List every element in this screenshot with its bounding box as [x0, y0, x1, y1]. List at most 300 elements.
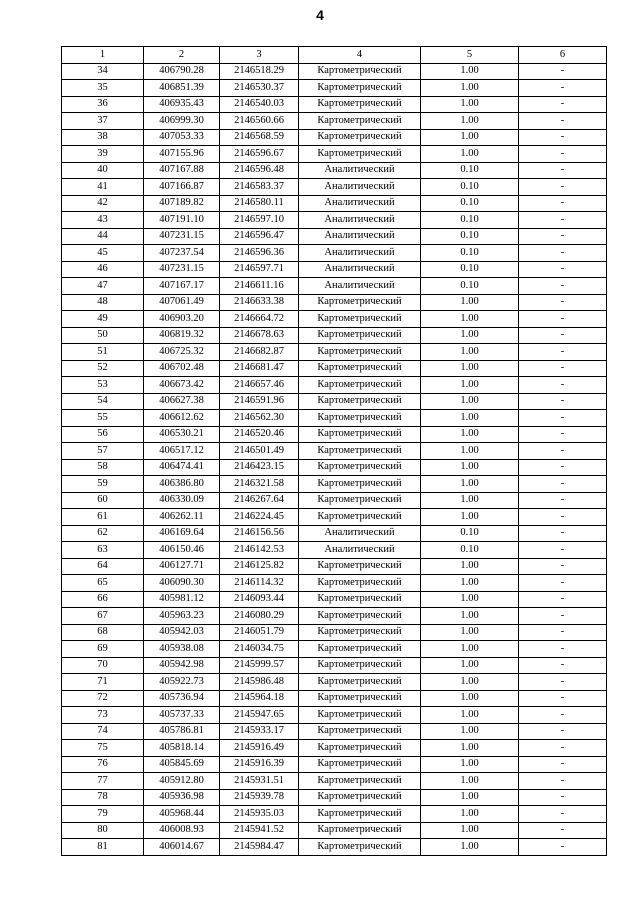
method-cell: Аналитический [299, 278, 421, 295]
note-cell: - [519, 146, 607, 163]
x-coordinate-cell: 407189.82 [144, 195, 220, 212]
x-coordinate-cell: 406999.30 [144, 113, 220, 130]
accuracy-cell: 1.00 [421, 327, 519, 344]
table-row [62, 261, 607, 278]
table-row [62, 525, 607, 542]
table-row [62, 327, 607, 344]
method-cell: Картометрический [299, 740, 421, 757]
note-cell: - [519, 63, 607, 80]
y-coordinate-cell: 2146034.75 [220, 641, 299, 658]
y-coordinate-cell: 2146540.03 [220, 96, 299, 113]
point-number-cell: 49 [62, 311, 144, 328]
table-row [62, 360, 607, 377]
y-coordinate-cell: 2146423.15 [220, 459, 299, 476]
point-number-cell: 75 [62, 740, 144, 757]
point-number-cell: 74 [62, 723, 144, 740]
note-cell: - [519, 608, 607, 625]
table-row [62, 723, 607, 740]
note-cell: - [519, 377, 607, 394]
y-coordinate-cell: 2146156.56 [220, 525, 299, 542]
accuracy-cell: 1.00 [421, 63, 519, 80]
x-coordinate-cell: 405936.98 [144, 789, 220, 806]
x-coordinate-cell: 406169.64 [144, 525, 220, 542]
x-coordinate-cell: 407167.88 [144, 162, 220, 179]
y-coordinate-cell: 2145933.17 [220, 723, 299, 740]
method-cell: Картометрический [299, 756, 421, 773]
point-number-cell: 37 [62, 113, 144, 130]
point-number-cell: 69 [62, 641, 144, 658]
note-cell: - [519, 113, 607, 130]
y-coordinate-cell: 2146520.46 [220, 426, 299, 443]
note-cell: - [519, 327, 607, 344]
y-coordinate-cell: 2146560.66 [220, 113, 299, 130]
x-coordinate-cell: 405845.69 [144, 756, 220, 773]
y-coordinate-cell: 2145939.78 [220, 789, 299, 806]
point-number-cell: 72 [62, 690, 144, 707]
accuracy-cell: 1.00 [421, 608, 519, 625]
note-cell: - [519, 839, 607, 856]
accuracy-cell: 0.10 [421, 278, 519, 295]
y-coordinate-cell: 2145986.48 [220, 674, 299, 691]
column-header: 3 [220, 47, 299, 64]
x-coordinate-cell: 407231.15 [144, 261, 220, 278]
note-cell: - [519, 459, 607, 476]
table-row [62, 377, 607, 394]
note-cell: - [519, 707, 607, 724]
point-number-cell: 77 [62, 773, 144, 790]
note-cell: - [519, 443, 607, 460]
note-cell: - [519, 509, 607, 526]
table-row [62, 773, 607, 790]
table-row [62, 690, 607, 707]
method-cell: Аналитический [299, 162, 421, 179]
method-cell: Аналитический [299, 212, 421, 229]
method-cell: Картометрический [299, 410, 421, 427]
table-row [62, 459, 607, 476]
note-cell: - [519, 278, 607, 295]
point-number-cell: 45 [62, 245, 144, 262]
method-cell: Картометрический [299, 789, 421, 806]
table-row [62, 63, 607, 80]
table-row [62, 789, 607, 806]
y-coordinate-cell: 2146596.36 [220, 245, 299, 262]
accuracy-cell: 1.00 [421, 806, 519, 823]
method-cell: Картометрический [299, 311, 421, 328]
point-number-cell: 63 [62, 542, 144, 559]
y-coordinate-cell: 2146114.32 [220, 575, 299, 592]
method-cell: Картометрический [299, 806, 421, 823]
note-cell: - [519, 641, 607, 658]
note-cell: - [519, 591, 607, 608]
y-coordinate-cell: 2145935.03 [220, 806, 299, 823]
y-coordinate-cell: 2146093.44 [220, 591, 299, 608]
y-coordinate-cell: 2146597.10 [220, 212, 299, 229]
point-number-cell: 58 [62, 459, 144, 476]
x-coordinate-cell: 405786.81 [144, 723, 220, 740]
x-coordinate-cell: 406702.48 [144, 360, 220, 377]
point-number-cell: 55 [62, 410, 144, 427]
x-coordinate-cell: 406474.41 [144, 459, 220, 476]
accuracy-cell: 1.00 [421, 756, 519, 773]
accuracy-cell: 0.10 [421, 212, 519, 229]
point-number-cell: 67 [62, 608, 144, 625]
table-row [62, 591, 607, 608]
point-number-cell: 76 [62, 756, 144, 773]
accuracy-cell: 1.00 [421, 674, 519, 691]
accuracy-cell: 1.00 [421, 80, 519, 97]
y-coordinate-cell: 2146080.29 [220, 608, 299, 625]
column-header: 2 [144, 47, 220, 64]
point-number-cell: 48 [62, 294, 144, 311]
accuracy-cell: 1.00 [421, 113, 519, 130]
accuracy-cell: 1.00 [421, 294, 519, 311]
method-cell: Картометрический [299, 476, 421, 493]
point-number-cell: 81 [62, 839, 144, 856]
method-cell: Картометрический [299, 509, 421, 526]
accuracy-cell: 1.00 [421, 822, 519, 839]
table-row [62, 624, 607, 641]
note-cell: - [519, 476, 607, 493]
table-row [62, 245, 607, 262]
table-row [62, 641, 607, 658]
note-cell: - [519, 575, 607, 592]
note-cell: - [519, 558, 607, 575]
y-coordinate-cell: 2146597.71 [220, 261, 299, 278]
table-row [62, 558, 607, 575]
x-coordinate-cell: 405981.12 [144, 591, 220, 608]
note-cell: - [519, 542, 607, 559]
table-row [62, 674, 607, 691]
accuracy-cell: 1.00 [421, 476, 519, 493]
y-coordinate-cell: 2146530.37 [220, 80, 299, 97]
accuracy-cell: 0.10 [421, 228, 519, 245]
note-cell: - [519, 674, 607, 691]
accuracy-cell: 1.00 [421, 707, 519, 724]
x-coordinate-cell: 407191.10 [144, 212, 220, 229]
x-coordinate-cell: 406725.32 [144, 344, 220, 361]
table-row [62, 806, 607, 823]
point-number-cell: 41 [62, 179, 144, 196]
x-coordinate-cell: 405938.08 [144, 641, 220, 658]
point-number-cell: 78 [62, 789, 144, 806]
method-cell: Картометрический [299, 773, 421, 790]
note-cell: - [519, 525, 607, 542]
point-number-cell: 61 [62, 509, 144, 526]
x-coordinate-cell: 406612.62 [144, 410, 220, 427]
x-coordinate-cell: 406627.38 [144, 393, 220, 410]
accuracy-cell: 1.00 [421, 377, 519, 394]
x-coordinate-cell: 406090.30 [144, 575, 220, 592]
y-coordinate-cell: 2146596.48 [220, 162, 299, 179]
y-coordinate-cell: 2146051.79 [220, 624, 299, 641]
accuracy-cell: 1.00 [421, 96, 519, 113]
table-row [62, 96, 607, 113]
x-coordinate-cell: 407053.33 [144, 129, 220, 146]
x-coordinate-cell: 406819.32 [144, 327, 220, 344]
accuracy-cell: 1.00 [421, 690, 519, 707]
note-cell: - [519, 690, 607, 707]
x-coordinate-cell: 406386.80 [144, 476, 220, 493]
table-row [62, 575, 607, 592]
table-row [62, 542, 607, 559]
note-cell: - [519, 311, 607, 328]
accuracy-cell: 0.10 [421, 179, 519, 196]
x-coordinate-cell: 406935.43 [144, 96, 220, 113]
point-number-cell: 70 [62, 657, 144, 674]
method-cell: Картометрический [299, 393, 421, 410]
column-header: 1 [62, 47, 144, 64]
table-row [62, 179, 607, 196]
table-row [62, 195, 607, 212]
y-coordinate-cell: 2146580.11 [220, 195, 299, 212]
y-coordinate-cell: 2145916.39 [220, 756, 299, 773]
x-coordinate-cell: 405942.03 [144, 624, 220, 641]
method-cell: Картометрический [299, 674, 421, 691]
point-number-cell: 60 [62, 492, 144, 509]
table-row [62, 476, 607, 493]
accuracy-cell: 1.00 [421, 575, 519, 592]
note-cell: - [519, 822, 607, 839]
point-number-cell: 62 [62, 525, 144, 542]
method-cell: Картометрический [299, 575, 421, 592]
table-row [62, 212, 607, 229]
note-cell: - [519, 129, 607, 146]
accuracy-cell: 0.10 [421, 195, 519, 212]
method-cell: Картометрический [299, 360, 421, 377]
accuracy-cell: 1.00 [421, 591, 519, 608]
table-row [62, 426, 607, 443]
method-cell: Картометрический [299, 690, 421, 707]
y-coordinate-cell: 2146518.29 [220, 63, 299, 80]
method-cell: Картометрический [299, 591, 421, 608]
table-row [62, 344, 607, 361]
method-cell: Картометрический [299, 146, 421, 163]
point-number-cell: 54 [62, 393, 144, 410]
table-row [62, 740, 607, 757]
y-coordinate-cell: 2146596.47 [220, 228, 299, 245]
method-cell: Картометрический [299, 624, 421, 641]
x-coordinate-cell: 406262.11 [144, 509, 220, 526]
x-coordinate-cell: 406127.71 [144, 558, 220, 575]
method-cell: Аналитический [299, 245, 421, 262]
point-number-cell: 46 [62, 261, 144, 278]
accuracy-cell: 1.00 [421, 773, 519, 790]
method-cell: Картометрический [299, 344, 421, 361]
note-cell: - [519, 179, 607, 196]
y-coordinate-cell: 2146596.67 [220, 146, 299, 163]
accuracy-cell: 1.00 [421, 558, 519, 575]
table-row [62, 294, 607, 311]
table-row [62, 822, 607, 839]
accuracy-cell: 1.00 [421, 410, 519, 427]
x-coordinate-cell: 405737.33 [144, 707, 220, 724]
x-coordinate-cell: 405736.94 [144, 690, 220, 707]
table-row [62, 756, 607, 773]
y-coordinate-cell: 2146664.72 [220, 311, 299, 328]
y-coordinate-cell: 2146142.53 [220, 542, 299, 559]
point-number-cell: 80 [62, 822, 144, 839]
table-body [62, 63, 607, 855]
method-cell: Аналитический [299, 195, 421, 212]
point-number-cell: 34 [62, 63, 144, 80]
table-row [62, 410, 607, 427]
point-number-cell: 59 [62, 476, 144, 493]
table-row [62, 278, 607, 295]
table-row [62, 707, 607, 724]
note-cell: - [519, 789, 607, 806]
method-cell: Картометрический [299, 377, 421, 394]
method-cell: Картометрический [299, 822, 421, 839]
method-cell: Картометрический [299, 80, 421, 97]
y-coordinate-cell: 2145931.51 [220, 773, 299, 790]
note-cell: - [519, 344, 607, 361]
note-cell: - [519, 96, 607, 113]
method-cell: Картометрический [299, 113, 421, 130]
y-coordinate-cell: 2145941.52 [220, 822, 299, 839]
point-number-cell: 36 [62, 96, 144, 113]
point-number-cell: 42 [62, 195, 144, 212]
accuracy-cell: 1.00 [421, 509, 519, 526]
point-number-cell: 50 [62, 327, 144, 344]
y-coordinate-cell: 2145947.65 [220, 707, 299, 724]
point-number-cell: 64 [62, 558, 144, 575]
accuracy-cell: 1.00 [421, 146, 519, 163]
method-cell: Картометрический [299, 707, 421, 724]
x-coordinate-cell: 405963.23 [144, 608, 220, 625]
note-cell: - [519, 294, 607, 311]
accuracy-cell: 1.00 [421, 657, 519, 674]
y-coordinate-cell: 2146681.47 [220, 360, 299, 377]
note-cell: - [519, 410, 607, 427]
point-number-cell: 68 [62, 624, 144, 641]
accuracy-cell: 1.00 [421, 459, 519, 476]
accuracy-cell: 1.00 [421, 443, 519, 460]
method-cell: Картометрический [299, 129, 421, 146]
accuracy-cell: 1.00 [421, 426, 519, 443]
note-cell: - [519, 740, 607, 757]
accuracy-cell: 1.00 [421, 344, 519, 361]
accuracy-cell: 1.00 [421, 624, 519, 641]
table-row [62, 162, 607, 179]
point-number-cell: 40 [62, 162, 144, 179]
method-cell: Картометрический [299, 657, 421, 674]
y-coordinate-cell: 2145984.47 [220, 839, 299, 856]
point-number-cell: 47 [62, 278, 144, 295]
y-coordinate-cell: 2146682.87 [220, 344, 299, 361]
x-coordinate-cell: 405912.80 [144, 773, 220, 790]
table-row [62, 657, 607, 674]
method-cell: Картометрический [299, 294, 421, 311]
table-row [62, 311, 607, 328]
note-cell: - [519, 773, 607, 790]
table-row [62, 146, 607, 163]
method-cell: Картометрический [299, 492, 421, 509]
point-number-cell: 44 [62, 228, 144, 245]
accuracy-cell: 0.10 [421, 245, 519, 262]
note-cell: - [519, 393, 607, 410]
method-cell: Картометрический [299, 327, 421, 344]
table-row [62, 509, 607, 526]
note-cell: - [519, 360, 607, 377]
method-cell: Аналитический [299, 261, 421, 278]
note-cell: - [519, 228, 607, 245]
note-cell: - [519, 80, 607, 97]
accuracy-cell: 0.10 [421, 542, 519, 559]
y-coordinate-cell: 2146633.38 [220, 294, 299, 311]
y-coordinate-cell: 2146591.96 [220, 393, 299, 410]
point-number-cell: 56 [62, 426, 144, 443]
y-coordinate-cell: 2146125.82 [220, 558, 299, 575]
column-header: 5 [421, 47, 519, 64]
table-row [62, 393, 607, 410]
accuracy-cell: 0.10 [421, 162, 519, 179]
method-cell: Картометрический [299, 608, 421, 625]
accuracy-cell: 1.00 [421, 740, 519, 757]
method-cell: Аналитический [299, 525, 421, 542]
note-cell: - [519, 245, 607, 262]
x-coordinate-cell: 405968.44 [144, 806, 220, 823]
x-coordinate-cell: 405942.98 [144, 657, 220, 674]
table-row [62, 608, 607, 625]
note-cell: - [519, 492, 607, 509]
y-coordinate-cell: 2145964.18 [220, 690, 299, 707]
table-row [62, 113, 607, 130]
x-coordinate-cell: 407237.54 [144, 245, 220, 262]
x-coordinate-cell: 406014.67 [144, 839, 220, 856]
note-cell: - [519, 806, 607, 823]
point-number-cell: 39 [62, 146, 144, 163]
accuracy-cell: 1.00 [421, 723, 519, 740]
y-coordinate-cell: 2146267.64 [220, 492, 299, 509]
accuracy-cell: 0.10 [421, 525, 519, 542]
point-number-cell: 79 [62, 806, 144, 823]
note-cell: - [519, 195, 607, 212]
note-cell: - [519, 657, 607, 674]
table-header-row [62, 47, 607, 64]
x-coordinate-cell: 407155.96 [144, 146, 220, 163]
y-coordinate-cell: 2146568.59 [220, 129, 299, 146]
y-coordinate-cell: 2146583.37 [220, 179, 299, 196]
table-row [62, 492, 607, 509]
accuracy-cell: 1.00 [421, 311, 519, 328]
note-cell: - [519, 723, 607, 740]
table-row [62, 80, 607, 97]
coordinates-table [61, 46, 607, 856]
table-row [62, 443, 607, 460]
point-number-cell: 43 [62, 212, 144, 229]
y-coordinate-cell: 2146321.58 [220, 476, 299, 493]
page-number: 4 [316, 7, 324, 23]
x-coordinate-cell: 407061.49 [144, 294, 220, 311]
x-coordinate-cell: 406673.42 [144, 377, 220, 394]
accuracy-cell: 1.00 [421, 492, 519, 509]
accuracy-cell: 1.00 [421, 393, 519, 410]
table-row [62, 839, 607, 856]
y-coordinate-cell: 2146678.63 [220, 327, 299, 344]
table-row [62, 228, 607, 245]
point-number-cell: 57 [62, 443, 144, 460]
note-cell: - [519, 212, 607, 229]
y-coordinate-cell: 2145999.57 [220, 657, 299, 674]
table-row [62, 129, 607, 146]
x-coordinate-cell: 406903.20 [144, 311, 220, 328]
y-coordinate-cell: 2146657.46 [220, 377, 299, 394]
method-cell: Картометрический [299, 63, 421, 80]
method-cell: Аналитический [299, 542, 421, 559]
point-number-cell: 51 [62, 344, 144, 361]
method-cell: Картометрический [299, 443, 421, 460]
method-cell: Аналитический [299, 179, 421, 196]
